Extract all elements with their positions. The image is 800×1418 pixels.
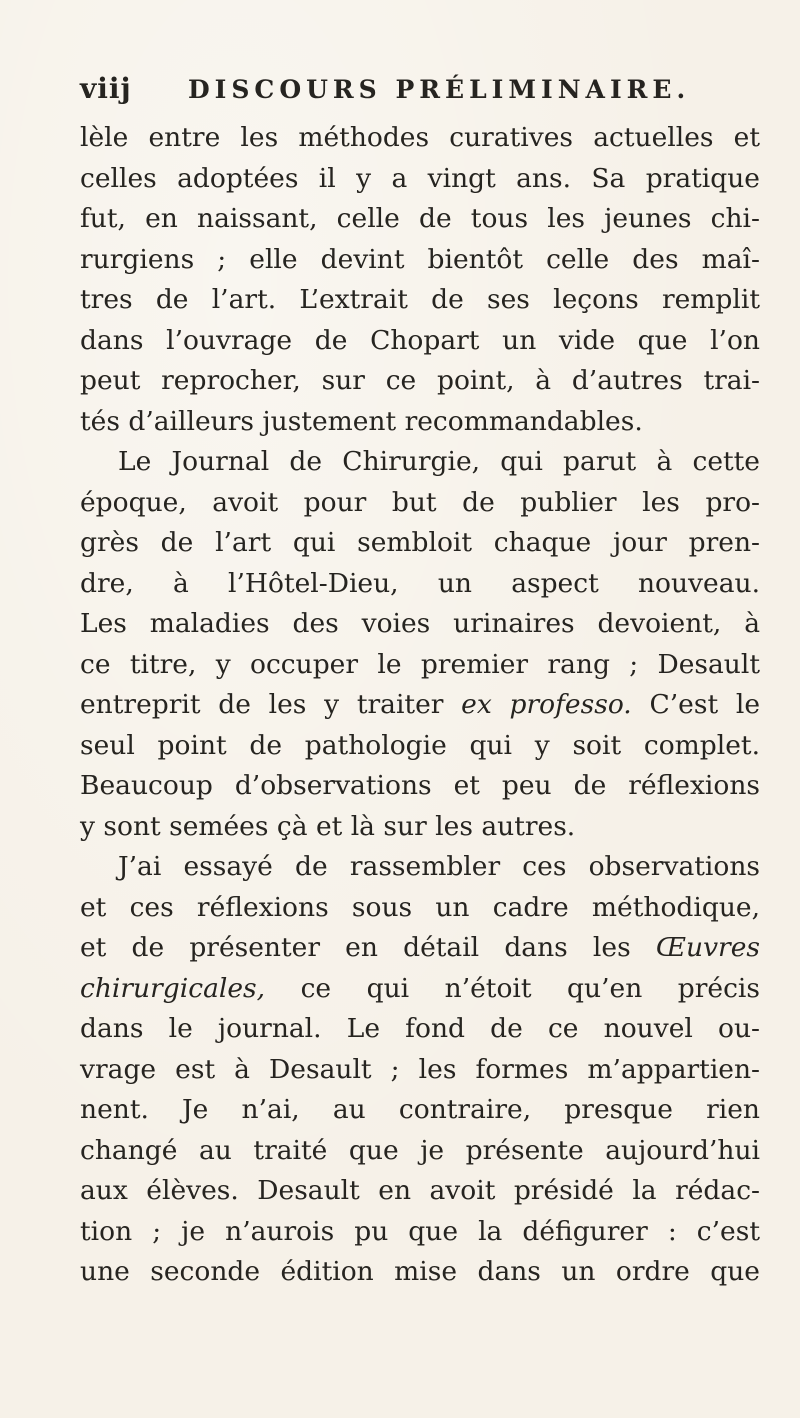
running-header (80, 72, 740, 112)
running-title: DISCOURS PRÉLIMINAIRE. (188, 75, 691, 104)
text-line: dre, à l’Hôtel-Dieu, un aspect nouveau. (80, 567, 760, 599)
text-line: dans l’ouvrage de Chopart un vide que l’on (80, 324, 760, 356)
text-line: et de présenter en détail dans les Œuvres (80, 932, 760, 963)
text-line: aux élèves. Desault en avoit présidé la rédac- (80, 1175, 760, 1206)
text-line: y sont semées çà et là sur les autres. (80, 810, 576, 842)
text-line: grès de l’art qui sembloit chaque jour pren- (80, 527, 760, 558)
text-line: tion ; je n’aurois pu que la défigurer : c’est (80, 1215, 760, 1247)
text-line: époque, avoit pour but de publier les pro- (80, 486, 760, 518)
text-line: lèle entre les méthodes curatives actuelles et (80, 122, 760, 153)
text-line: fut, en naissant, celle de tous les jeunes chi- (80, 203, 760, 234)
text-line: seul point de pathologie qui y soit complet. (80, 729, 760, 761)
text-line: une seconde édition mise dans un ordre que (80, 1256, 760, 1287)
text-line: entreprit de les y traiter ex professo. C’est le (80, 689, 760, 720)
text-line: Les maladies des voies urinaires devoient, à (80, 608, 760, 639)
text-line: changé au traité que je présente aujourd’hui (80, 1134, 760, 1166)
text-line: et ces réflexions sous un cadre méthodique, (80, 891, 760, 923)
text-line: chirurgicales, ce qui n’étoit qu’en précis (80, 972, 760, 1004)
text-line: celles adoptées il y a vingt ans. Sa pratique (80, 162, 760, 194)
text-line: rurgiens ; elle devint bientôt celle des maî- (80, 243, 760, 275)
text-line: Le Journal de Chirurgie, qui parut à cette (118, 446, 760, 477)
body-text (80, 118, 760, 1293)
text-line: dans le journal. Le fond de ce nouvel ou- (80, 1013, 760, 1044)
text-line: Beaucoup d’observations et peu de réflexions (80, 770, 760, 801)
text-line: peut reprocher, sur ce point, à d’autres trai- (80, 365, 760, 396)
text-line: ce titre, y occuper le premier rang ; Desault (80, 648, 760, 680)
text-line: nent. Je n’ai, au contraire, presque rien (80, 1094, 760, 1125)
text-line: vrage est à Desault ; les formes m’appartien- (80, 1053, 760, 1085)
text-line: tés d’ailleurs justement recommandables. (80, 405, 643, 437)
page-number: viij (80, 72, 132, 105)
text-line: J’ai essayé de rassembler ces observations (118, 851, 760, 882)
text-line: tres de l’art. L’extrait de ses leçons remplit (80, 284, 760, 315)
